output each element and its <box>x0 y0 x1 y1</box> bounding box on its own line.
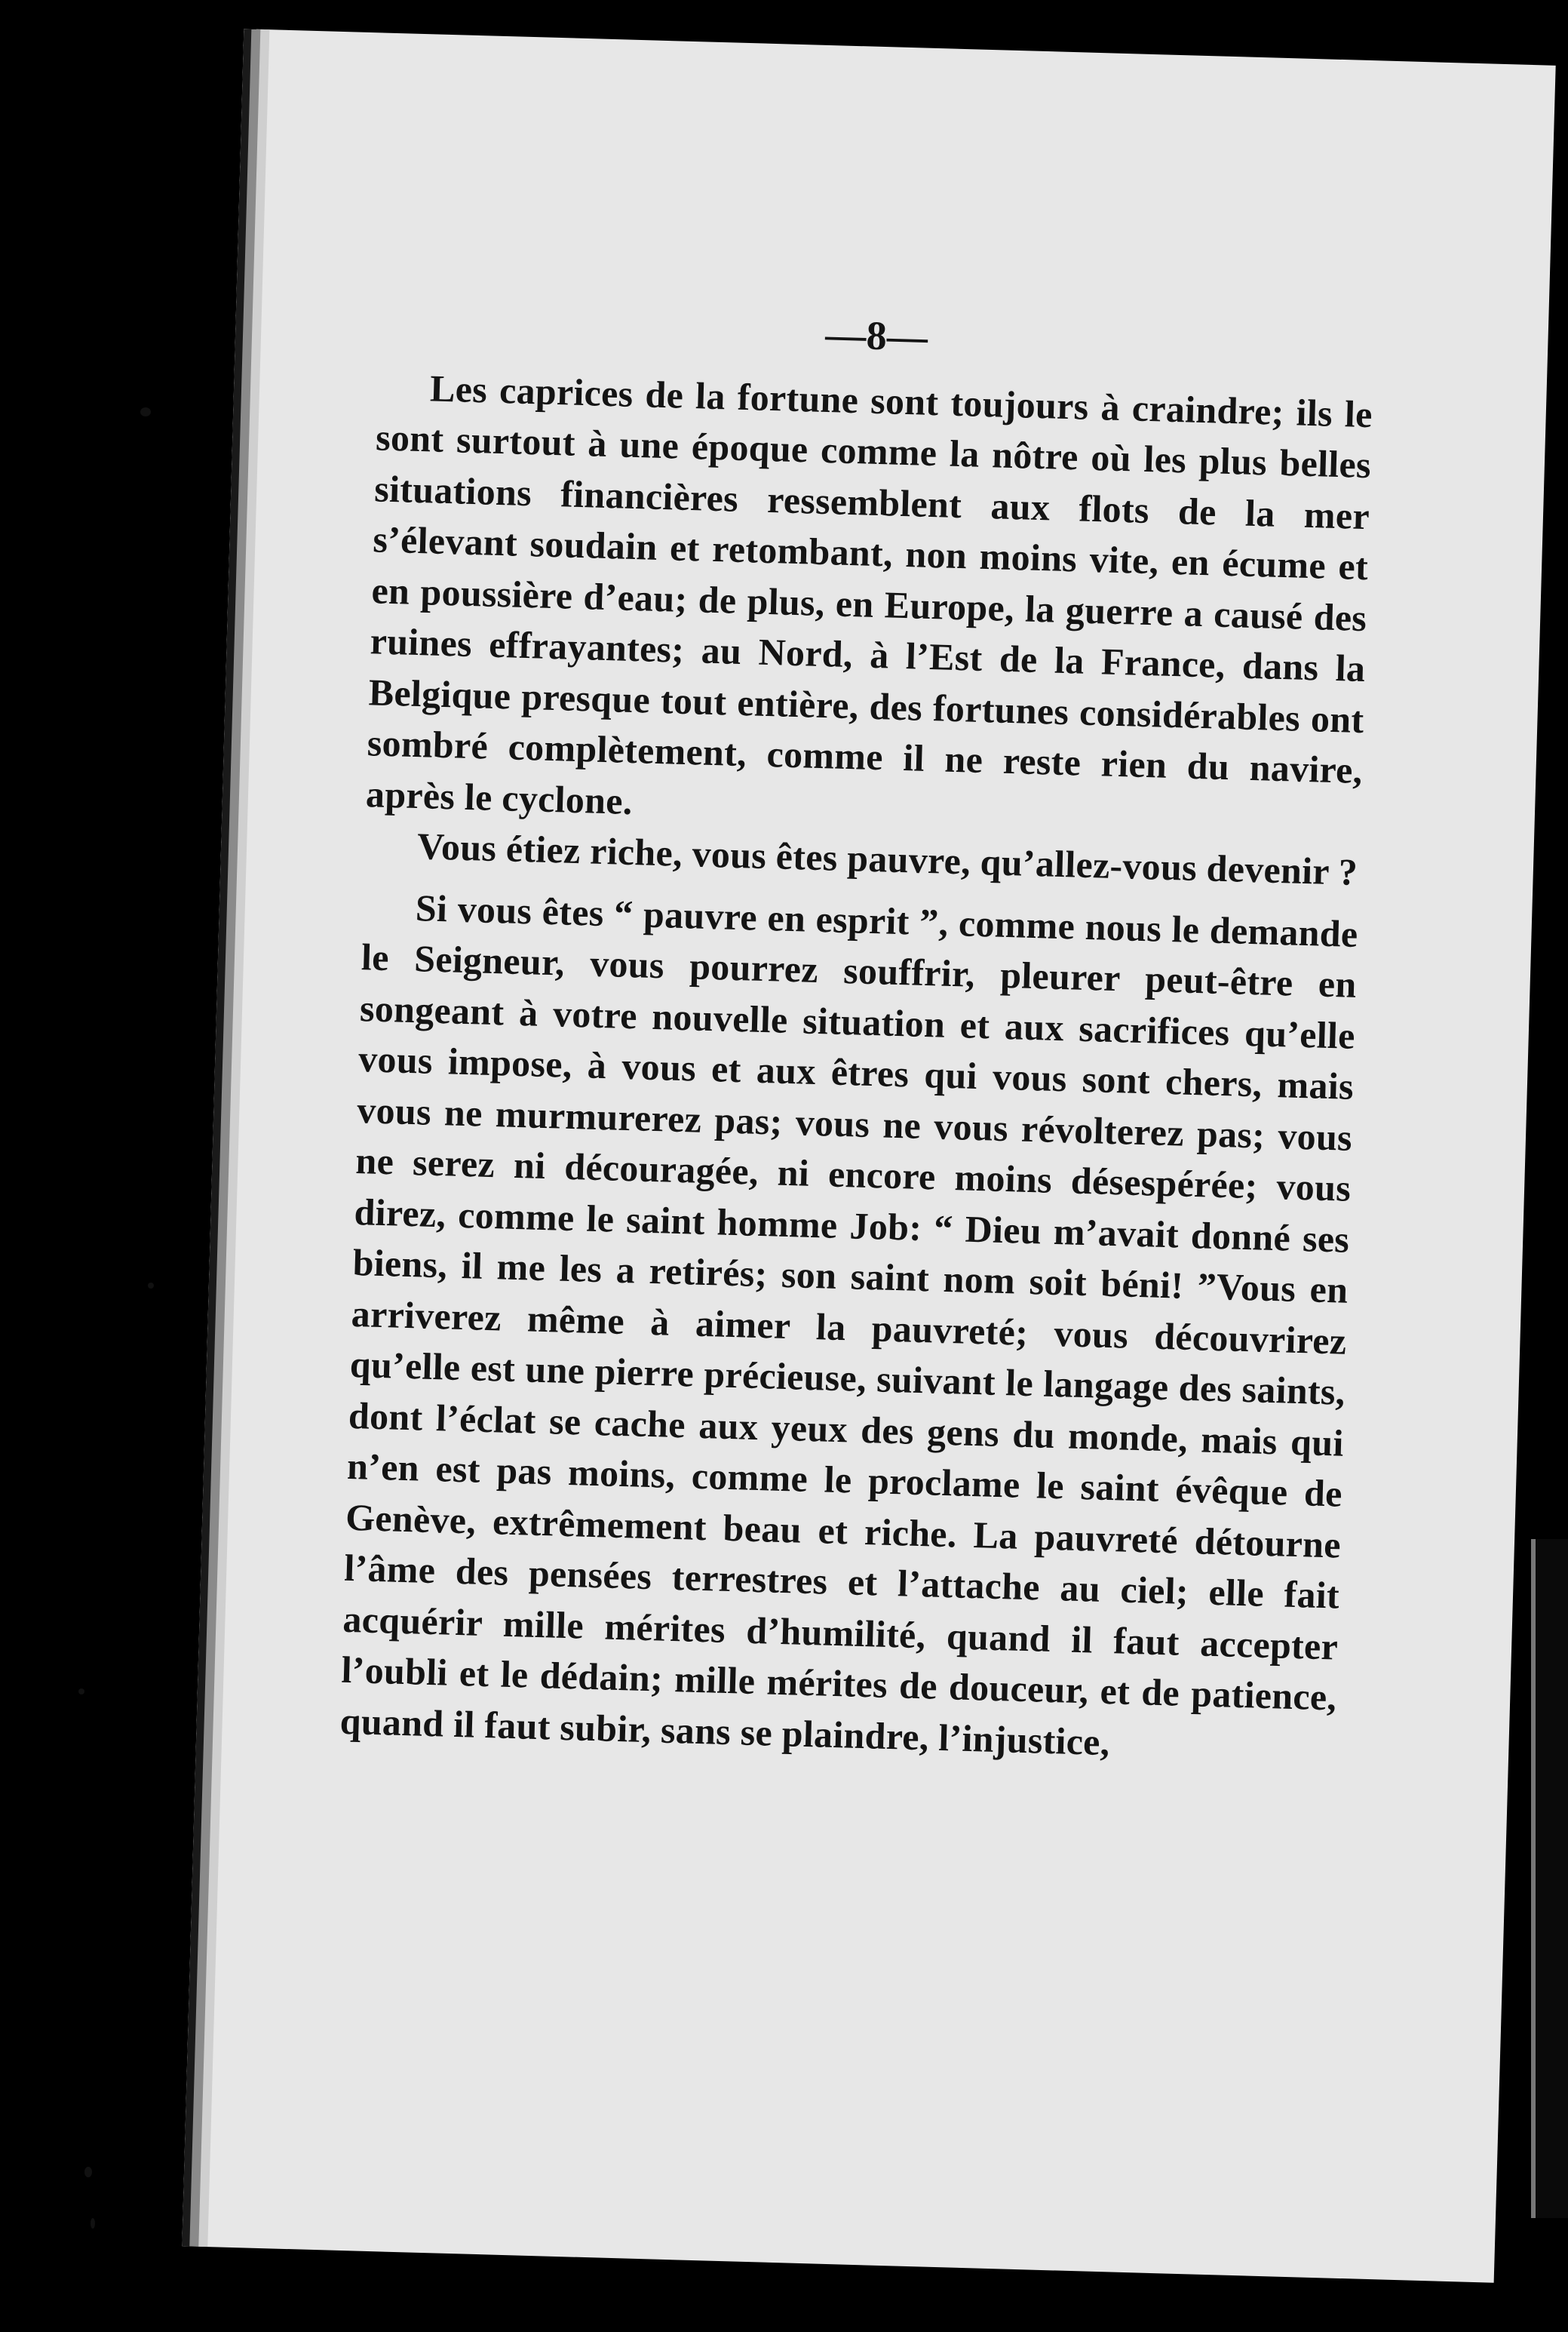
scan-speck <box>91 2218 95 2229</box>
page-text <box>339 296 1375 1774</box>
book-page <box>182 29 1555 2282</box>
paragraph-1: Les caprices de la fortune sont toujours à craindre; ils le sont surtout à une époque comme la nôtre où les plus belles situations financières ressemblent aux flots de la mer s’élevant soudain et retombant, non moins vite, en écume et en poussière d’eau; de plus, en Europe, la guerre a causé des ruines effrayantes; au Nord, à l’Est de la France, dans la Belgique presque tout entière, des fortunes considérables ont sombré complètement, comme il ne reste rien du navire, après le cyclone. <box>365 366 1373 822</box>
scan-speck <box>148 1283 154 1289</box>
page-number: —8— <box>824 311 929 360</box>
paragraph-3: Si vous êtes “ pauvre en esprit ”, comme nous le demande le Seigneur, vous pourrez souffrir, pleurer peut-être en songeant à votre nouvelle situation et aux sacrifices qu’elle vous impose, à vous et aux êtres qui vous sont chers, mais vous ne murmurerez pas; vous ne vous révolterez pas; vous ne serez ni découragée, ni encore moins désespérée; vous direz, comme le saint homme Job: “ Dieu m’avait donné ses biens, il me les a retirés; son saint nom soit béni! ”Vous en arriverez même à aimer la pauvreté; vous découvrirez qu’elle est une pierre précieuse, suivant le langage des saints, dont l’éclat se cache aux yeux des gens du monde, mais qui n’en est pas moins, comme le proclame le saint évêque de Genève, extrêmement beau et riche. La pauvreté détourne l’âme des pensées terrestres et l’attache au ciel; elle fait acquérir mille mérites d’humilité, quand il faut accepter l’oubli et le dédain; mille mérites de douceur, et de patience, quand il faut subir, sans se plaindre, l’injustice, <box>339 886 1359 1763</box>
scan-speck <box>140 407 151 416</box>
page-edge <box>1531 1539 1568 2218</box>
scan-speck <box>78 1688 84 1694</box>
scan-speck <box>84 2167 92 2177</box>
paragraph-2: Vous étiez riche, vous êtes pauvre, qu’allez-vous devenir ? <box>416 825 1358 893</box>
